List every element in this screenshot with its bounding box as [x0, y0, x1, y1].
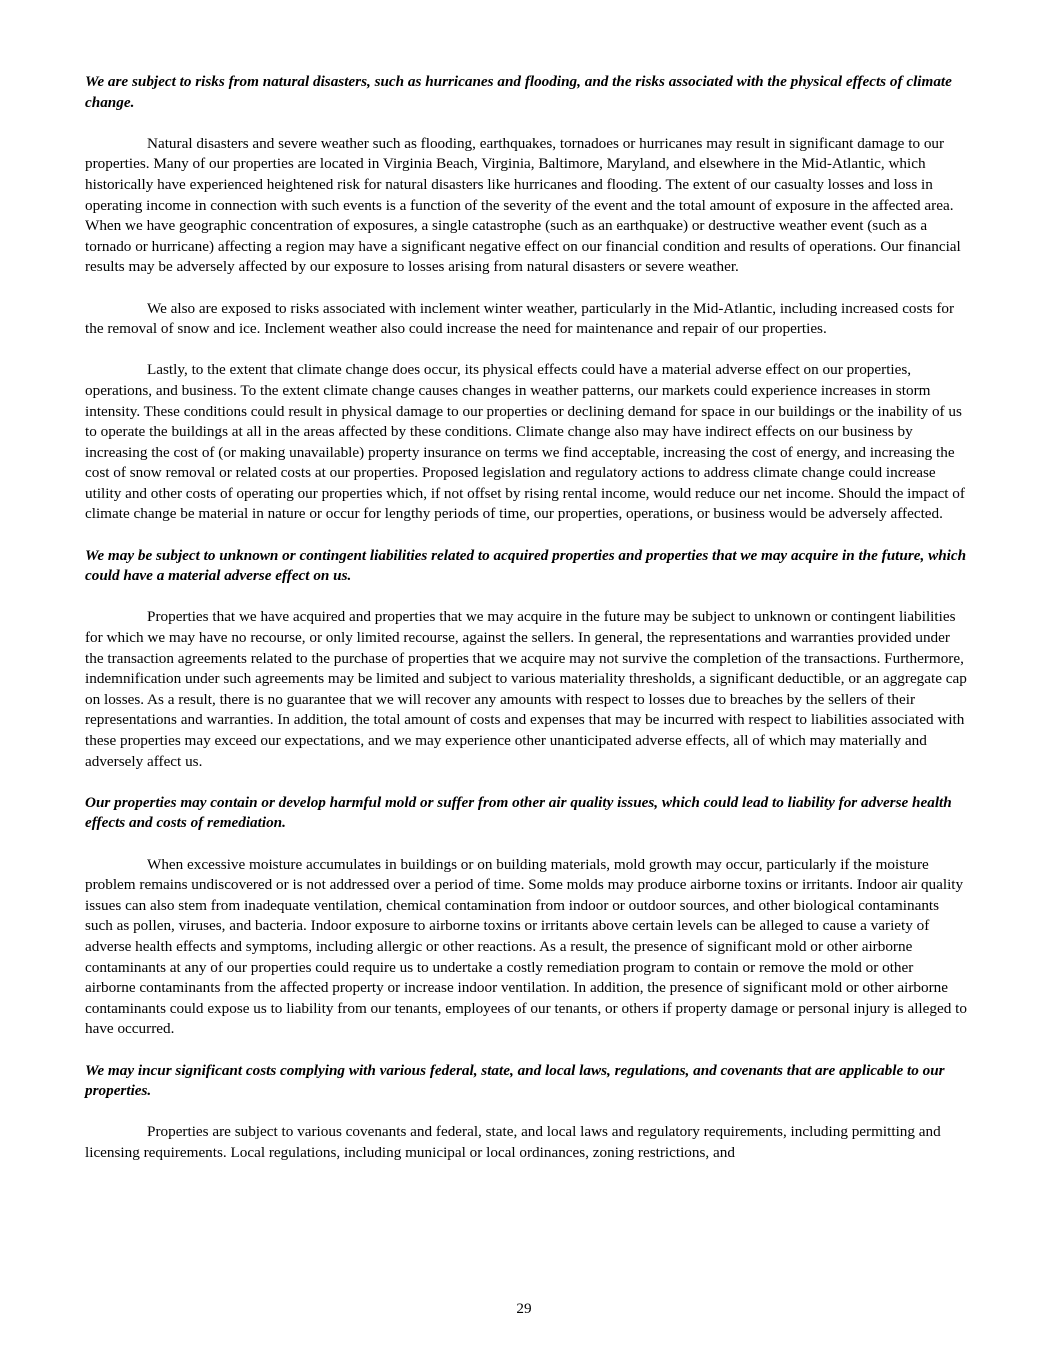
paragraph-compliance-costs: Properties are subject to various covenants and federal, state, and local laws and regulatory requirements, including permitting and licensing requirements. Local regulations, including municipal or local ordinances, zoning restrictions, and	[85, 1123, 941, 1161]
section-heading-compliance-costs: We may incur significant costs complying with various federal, state, and local laws, regulations, and covenants that are applicable to our properties.	[85, 1061, 945, 1100]
paragraph-climate-change: Lastly, to the extent that climate change does occur, its physical effects could have a material adverse effect on our properties, operations, and business. To the extent climate change causes changes in weather patterns, our markets could experience increases in storm intensity. These conditions could result in physical damage to our properties or declining demand for space in our buildings or the inability of us to operate the buildings at all in the areas affected by these conditions. Climate change also may have indirect effects on our business by increasing the cost of (or making unavailable) property insurance on terms we find acceptable, increasing the cost of energy, and increasing the cost of snow removal or related costs at our properties. Proposed legislation and regulatory actions to address climate change could increase utility and other costs of operating our properties which, if not offset by rising rental income, would reduce our net income. Should the impact of climate change be material in nature or occur for lengthy periods of time, our properties, operations, or business would be adversely affected.	[85, 361, 965, 523]
section-heading-contingent-liabilities: We may be subject to unknown or contingent liabilities related to acquired properties and properties that we may acquire in the future, which could have a material adverse effect on us.	[85, 546, 967, 585]
document-page	[85, 72, 967, 1163]
paragraph-natural-disasters: Natural disasters and severe weather such as flooding, earthquakes, tornadoes or hurricanes may result in significant damage to our properties. Many of our properties are located in Virginia Beach, Virginia, Baltimore, Maryland, and elsewhere in the Mid-Atlantic, which historically have experienced heightened risk for natural disasters like hurricanes and flooding. The extent of our casualty losses and loss in operating income in connection with such events is a function of the severity of the event and the total amount of exposure in the affected area. When we have geographic concentration of exposures, a single catastrophe (such as an earthquake) or destructive weather event (such as a tornado or hurricane) affecting a region may have a significant negative effect on our financial condition and results of operations. Our financial results may be adversely affected by our exposure to losses arising from natural disasters or severe weather.	[85, 134, 961, 276]
paragraph-mold: When excessive moisture accumulates in buildings or on building materials, mold growth may occur, particularly if the moisture problem remains undiscovered or is not addressed over a period of time. Some molds may produce airborne toxins or irritants. Indoor air quality issues can also stem from inadequate ventilation, chemical contamination from indoor or outdoor sources, and other biological contaminants such as pollen, viruses, and bacteria. Indoor exposure to airborne toxins or irritants above certain levels can be alleged to cause a variety of adverse health effects and symptoms, including allergic or other reactions. As a result, the presence of significant mold or other airborne contaminants at any of our properties could require us to undertake a costly remediation program to contain or remove the mold or other airborne contaminants from the affected property or increase indoor ventilation. In addition, the presence of significant mold or other airborne contaminants could expose us to liability from our tenants, employees of our tenants, or others if property damage or personal injury is alleged to have occurred.	[85, 855, 967, 1038]
section-heading-mold: Our properties may contain or develop harmful mold or suffer from other air quality issues, which could lead to liability for adverse health effects and costs of remediation.	[85, 793, 952, 832]
paragraph-contingent-liabilities: Properties that we have acquired and properties that we may acquire in the future may be subject to unknown or contingent liabilities for which we may have no recourse, or only limited recourse, against the sellers. In general, the representations and warranties provided under the transaction agreements related to the purchase of properties that we acquire may not survive the completion of the transactions. Furthermore, indemnification under such agreements may be limited and subject to various materiality thresholds, a significant deductible, or an aggregate cap on losses. As a result, there is no guarantee that we will recover any amounts with respect to losses due to breaches by the sellers of their representations and warranties. In addition, the total amount of costs and expenses that may be incurred with respect to liabilities associated with these properties may exceed our expectations, and we may experience other unanticipated adverse effects, all of which may materially and adversely affect us.	[85, 608, 967, 770]
section-heading-natural-disasters: We are subject to risks from natural disasters, such as hurricanes and flooding, and the risks associated with the physical effects of climate change.	[85, 73, 952, 111]
paragraph-winter-weather: We also are exposed to risks associated with inclement winter weather, particularly in the Mid-Atlantic, including increased costs for the removal of snow and ice. Inclement weather also could increase the need for maintenance and repair of our properties.	[85, 299, 955, 338]
page-number: 29	[516, 1300, 532, 1317]
